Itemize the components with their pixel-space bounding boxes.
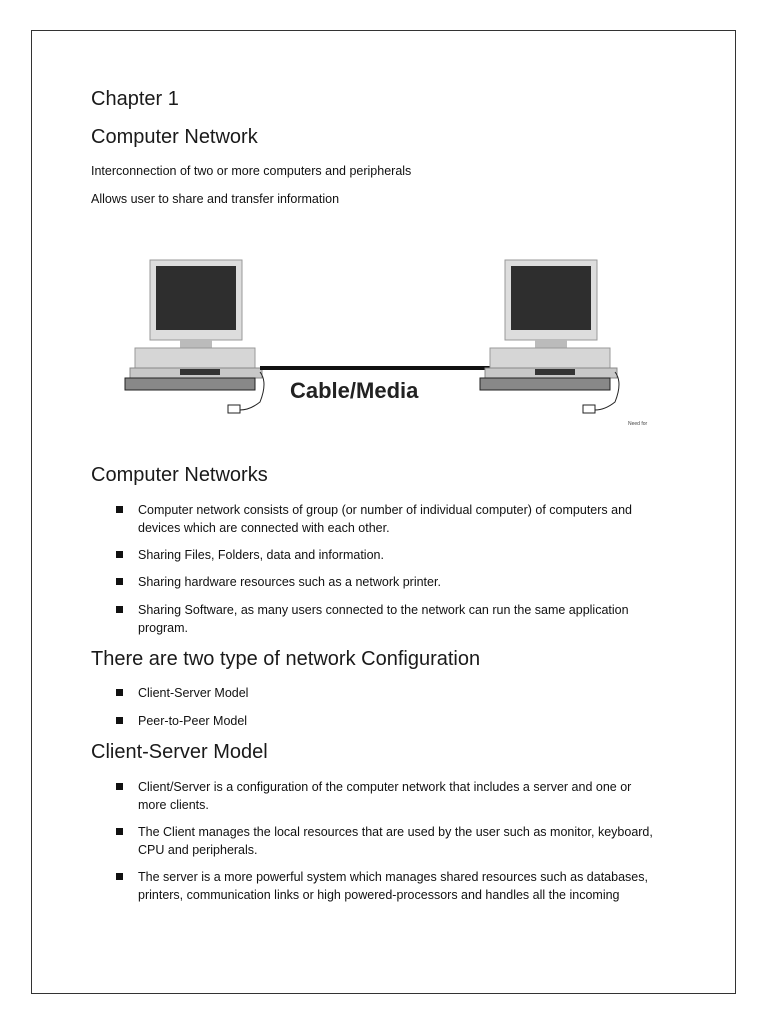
network-diagram [110, 250, 670, 435]
bullet-icon [116, 783, 123, 790]
bullet-text: Client/Server is a configuration of the computer network that includes a server and one or [138, 780, 632, 794]
bullet-icon [116, 551, 123, 558]
page-title: Computer Network [91, 126, 258, 148]
bullet-text: Sharing hardware resources such as a network printer. [138, 575, 441, 589]
chapter-heading: Chapter 1 [91, 88, 179, 110]
bullet-text: Client-Server Model [138, 686, 249, 700]
bullet-icon [116, 873, 123, 880]
section-heading: Client-Server Model [91, 741, 268, 763]
cable-label: Cable/Media [290, 378, 419, 403]
figure-caption: Need for [628, 421, 648, 427]
bullet-text: Sharing Software, as many users connected to the network can run the same application [138, 603, 629, 617]
bullet-icon [116, 717, 123, 724]
bullet-icon [116, 689, 123, 696]
intro-line: Interconnection of two or more computers and peripherals [91, 164, 412, 178]
bullet-text: devices which are connected with each other. [138, 521, 390, 535]
computer-right-icon [480, 260, 619, 413]
bullet-icon [116, 828, 123, 835]
bullet-text: more clients. [138, 798, 209, 812]
section-heading: Computer Networks [91, 464, 268, 486]
bullet-icon [116, 506, 123, 513]
bullet-text: Sharing Files, Folders, data and information. [138, 548, 384, 562]
computer-left-icon [125, 260, 264, 413]
intro-line: Allows user to share and transfer information [91, 192, 340, 206]
bullet-text: Peer-to-Peer Model [138, 714, 248, 728]
section-heading: There are two type of network Configuration [91, 648, 481, 670]
bullet-text: Computer network consists of group (or number of individual computer) of computers and [138, 503, 632, 517]
bullet-text: The server is a more powerful system which manages shared resources such as databases, [138, 870, 648, 884]
bullet-text: The Client manages the local resources that are used by the user such as monitor, keyboard, [138, 825, 653, 839]
bullet-text: CPU and peripherals. [138, 843, 258, 857]
bullet-text: program. [138, 621, 189, 635]
cable-line [260, 366, 490, 370]
bullet-text: printers, communication links or high powered-processors and handles all the incoming [138, 888, 620, 902]
bullet-icon [116, 606, 123, 613]
bullet-icon [116, 578, 123, 585]
